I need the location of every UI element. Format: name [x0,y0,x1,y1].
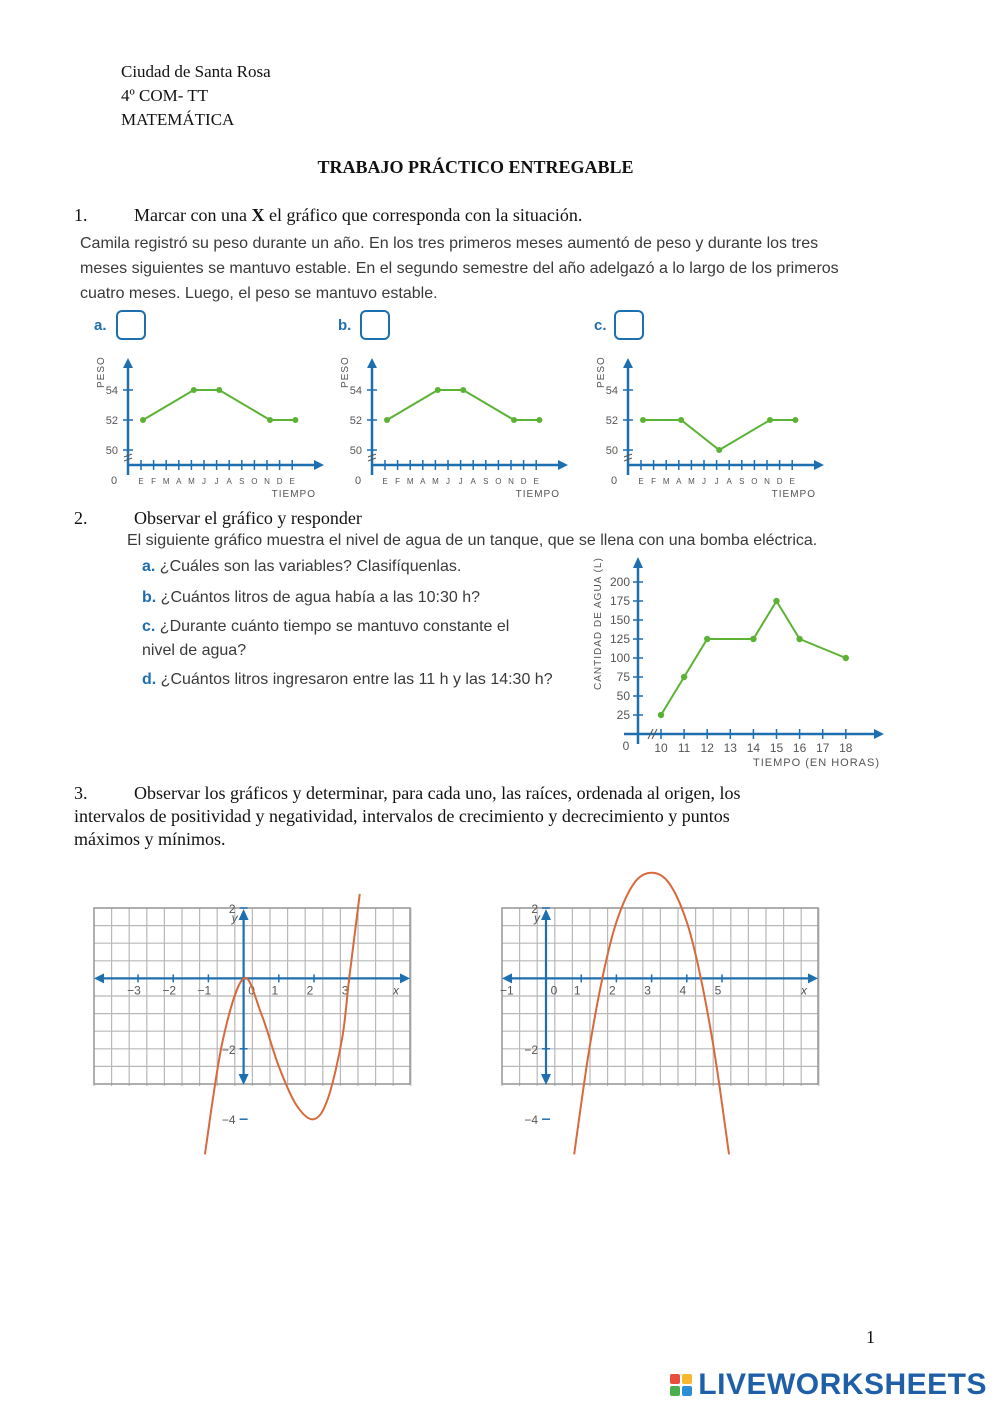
x-tick-label: E [289,477,295,486]
y-tick-label: −4 [221,1113,236,1128]
grid [499,908,819,1086]
q1-heading [74,205,582,226]
x-axis-arrow [808,973,818,983]
x-tick-label: S [239,477,245,486]
y-tick-label: 2 [228,902,236,916]
x-tick-label: O [251,477,258,486]
x-axis-arrow [558,460,568,470]
liveworksheets-logo-icon [670,1374,692,1396]
q1-text-pre: Marcar con una [134,205,252,225]
y-tick-label: 75 [616,670,630,684]
y-axis-label: PESO [96,356,107,388]
x-tick-label: J [446,477,450,486]
x-tick-label: 4 [679,983,687,998]
x-tick-label: 10 [654,741,668,755]
data-point [460,387,466,393]
option-a-label: a. [94,317,107,334]
y-axis-arrow [123,358,133,368]
y-tick-label: 52 [105,415,118,427]
data-point [773,598,779,604]
y-tick-label: 54 [605,385,618,397]
function-graph-2 [499,902,824,1128]
x-tick-label: S [739,477,745,486]
origin-label: 0 [622,739,630,753]
header-city: Ciudad de Santa Rosa [121,62,271,81]
option-a-checkbox[interactable] [116,310,146,340]
data-point [796,636,802,642]
y-tick-label: 50 [349,445,362,457]
x-tick-label: J [714,477,719,486]
x-tick-label: F [395,477,401,486]
x-tick-label: D [776,477,783,486]
x-tick-label: A [726,477,732,486]
x-tick-label: −1 [197,983,212,998]
y-axis-label: y [534,911,540,925]
data-point [191,387,197,393]
x-tick-label: D [276,477,283,486]
x-tick-label: O [751,477,758,486]
x-tick-label: J [202,477,206,486]
y-axis-label: PESO [596,356,607,388]
y-tick-label: 175 [609,594,630,608]
q3-text: 3. Observar los gráficos y determinar, para cada uno, las raíces, ordenada al origen, los intervalos de positividad y negatividad, intervalos de crecimiento y decrecimiento y puntos máximos y mínimos. [74,783,741,849]
q2-heading [74,508,362,529]
page-number: 1 [866,1327,875,1347]
data-point [140,417,146,423]
origin-label: 0 [354,475,362,487]
data-point [640,417,646,423]
option-b-label: b. [338,317,352,334]
x-tick-label: M [162,477,170,486]
data-point [658,712,664,718]
x-tick-label: 14 [746,741,761,755]
x-axis-label: TIEMPO [271,489,316,500]
x-tick-label: 2 [609,983,616,998]
weight-chart-a [88,350,328,505]
q1-text-bold: X [251,205,265,225]
data-line [661,601,846,715]
y-tick-label: −2 [524,1042,538,1057]
x-tick-label: 17 [816,741,830,755]
x-tick-label: E [138,477,144,486]
x-tick-label: F [651,477,657,486]
data-line [143,390,295,420]
data-point [292,417,298,423]
x-axis-label: TIEMPO [515,489,560,500]
x-tick-label: M [188,477,195,486]
x-tick-label: A [470,477,476,486]
page-title: TRABAJO PRÁCTICO ENTREGABLE [317,157,634,177]
data-point [536,417,542,423]
y-tick-label: 150 [609,613,630,627]
x-tick-label: M [432,477,439,486]
option-c-checkbox[interactable] [614,310,644,340]
q1-number: 1. [74,205,88,225]
x-tick-label: A [226,477,232,486]
y-tick-label: −4 [524,1113,538,1128]
q2-item-c-cont: nivel de agua? [142,642,247,659]
x-axis-arrow [874,729,884,739]
x-axis-label: TIEMPO (EN HORAS) [752,757,880,769]
option-b-checkbox[interactable] [360,310,390,340]
x-tick-label: 15 [769,741,784,755]
data-point [767,417,773,423]
y-axis-arrow [541,909,551,920]
y-tick-label: 125 [609,632,630,646]
x-tick-label: 0 [248,983,255,998]
x-tick-label: E [789,477,795,486]
x-tick-label: E [638,477,644,486]
data-point [435,387,441,393]
q2-item-d: d. ¿Cuántos litros ingresaron entre las 11 h y las 14:30 h? [142,671,553,688]
q2-items [142,552,582,694]
x-tick-label: S [483,477,489,486]
y-tick-label: 200 [609,575,630,589]
y-tick-label: −2 [221,1042,236,1057]
q2-item-c: c. ¿Durante cuánto tiempo se mantuvo constante el [142,618,510,635]
data-point [384,417,390,423]
y-axis-arrow [633,557,643,568]
x-tick-label: M [662,477,670,486]
x-tick-label: 3 [644,983,651,998]
x-tick-label: 12 [700,741,714,755]
liveworksheets-brand [670,1368,987,1402]
data-point [681,674,687,680]
q2-text: Observar el gráfico y responder [134,508,362,528]
data-line [387,390,539,420]
x-tick-label: 0 [550,983,558,998]
data-point [716,447,722,453]
x-axis-label: x [801,983,807,998]
brand-text: LIVEWORKSHEETS [698,1368,987,1401]
x-tick-label: D [520,477,527,486]
x-tick-label: 11 [677,741,691,755]
y-tick-label: 25 [616,708,630,722]
y-axis-label: y [231,911,238,925]
data-point [843,655,849,661]
x-tick-label: J [458,477,463,486]
x-tick-label: O [495,477,502,486]
x-tick-label: 16 [792,741,807,755]
water-tank-chart [588,552,888,774]
function-graph-1 [92,902,416,1128]
y-axis-label: CANTIDAD DE AGUA (L) [593,557,604,690]
q2-intro: El siguiente gráfico muestra el nivel de agua de un tanque, que se llena con una bomba eléctrica. [127,532,818,549]
x-tick-label: J [702,477,706,486]
y-tick-label: 54 [105,385,118,397]
y-tick-label: 52 [349,415,362,427]
y-tick-label: 100 [609,651,630,665]
data-point [511,417,517,423]
data-point [216,387,222,393]
x-axis-label: TIEMPO [771,489,816,500]
origin-label: 0 [610,475,618,487]
q2-item-a: a. ¿Cuáles son las variables? Clasifíquenlas. [142,558,462,575]
x-tick-label: 1 [573,983,581,998]
x-tick-label: M [688,477,695,486]
x-tick-label: F [151,477,157,486]
x-tick-label: 2 [306,983,314,998]
x-tick-label: A [420,477,426,486]
x-tick-label: N [264,477,270,486]
header-course: 4º COM- TT [121,86,209,105]
x-tick-label: −1 [499,983,514,998]
header-subject: MATEMÁTICA [121,110,235,129]
y-tick-label: 2 [531,902,538,916]
y-tick-label: 50 [616,689,630,703]
x-tick-label: 5 [714,983,722,998]
x-tick-label: −3 [127,983,141,998]
y-axis-arrow [623,358,633,368]
y-axis-label: PESO [340,356,351,388]
x-tick-label: M [406,477,414,486]
x-tick-label: N [764,477,770,486]
x-tick-label: A [176,477,182,486]
weight-chart-c [588,350,828,505]
y-axis-arrow [367,358,377,368]
y-tick-label: 50 [105,445,118,457]
x-tick-label: A [676,477,682,486]
x-tick-label: 13 [723,741,737,755]
option-c-label: c. [594,317,607,334]
data-point [267,417,273,423]
x-tick-label: E [382,477,388,486]
weight-chart-b [332,350,572,505]
x-tick-label: 18 [839,741,853,755]
x-axis-arrow [314,460,324,470]
x-tick-label: J [214,477,219,486]
x-axis-arrow-left [94,973,104,983]
x-tick-label: N [508,477,514,486]
data-point [678,417,684,423]
x-tick-label: E [533,477,539,486]
q2-item-b: b. ¿Cuántos litros de agua había a las 10:30 h? [142,589,480,606]
x-tick-label: −2 [162,983,177,998]
y-tick-label: 52 [605,415,618,427]
x-tick-label: 1 [271,983,279,998]
x-axis-arrow [814,460,824,470]
y-tick-label: 50 [605,445,618,457]
data-point [704,636,710,642]
data-point [792,417,798,423]
data-line [643,420,795,450]
x-axis-arrow [400,973,410,983]
y-tick-label: 54 [349,385,362,397]
q1-paragraph: Camila registró su peso durante un año. En los tres primeros meses aumentó de peso y durante los tres meses siguientes se mantuvo estable. En el segundo semestre del año adelgazó a lo largo de los primeros cuatro meses. Luego, el peso se mantuvo estable. [80,235,839,302]
y-axis-arrow [239,909,249,920]
data-point [750,636,756,642]
q2-number: 2. [74,508,88,528]
x-tick-label: 3 [341,983,349,998]
x-axis-label: x [393,983,399,998]
q1-text-post: el gráfico que corresponda con la situación. [264,205,583,225]
origin-label: 0 [110,475,118,487]
